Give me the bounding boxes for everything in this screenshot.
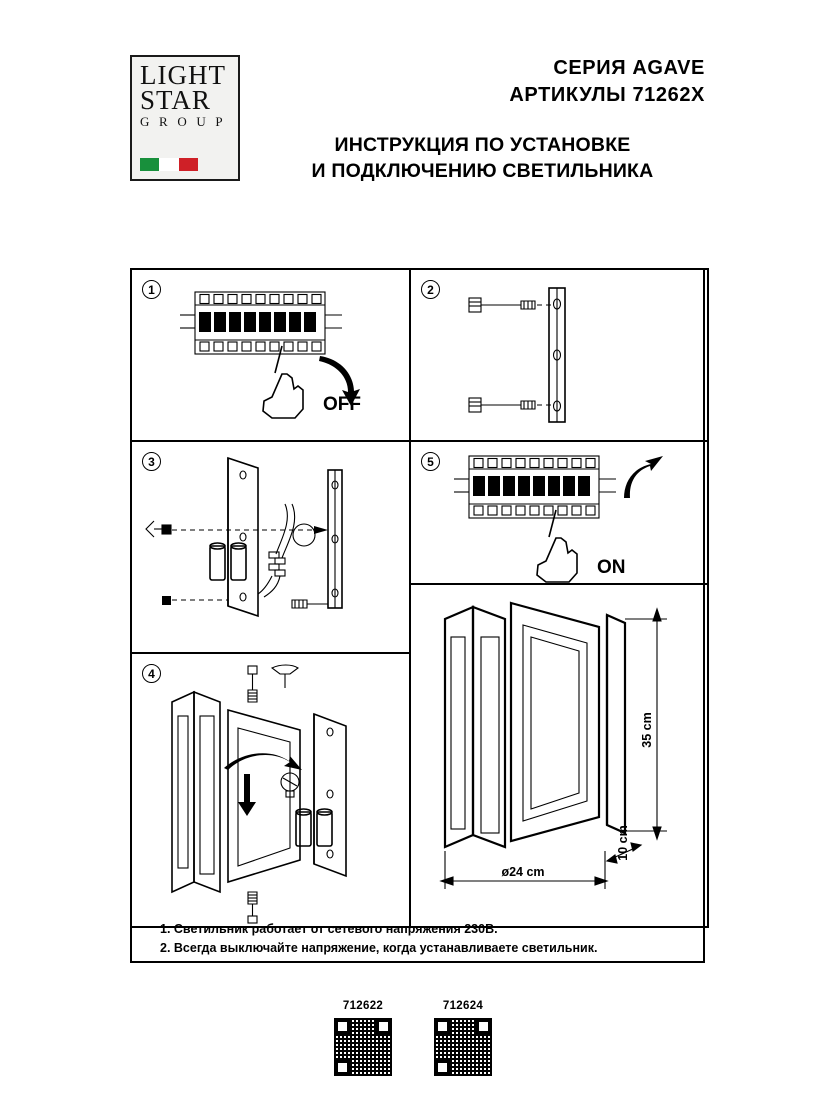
step-number-badge: 1 (142, 280, 161, 299)
qr-item (433, 1000, 493, 1076)
note-item: 2. Всегда выключайте напряжение, когда устанавливаете светильник. (160, 941, 598, 956)
step-1-label: OFF (323, 394, 361, 415)
depth-dim-label: 10 cm (616, 825, 630, 861)
qr-code-group (300, 1000, 526, 1076)
series-label: СЕРИЯ AGAVE (553, 57, 705, 79)
qr-label: 712622 (342, 1000, 384, 1012)
notes-block (130, 920, 705, 959)
logo-wordmark (140, 60, 238, 129)
step-number-badge: 2 (421, 280, 440, 299)
logo-line-2: STAR (140, 84, 211, 115)
italian-flag-icon (140, 158, 198, 171)
step-5-label: ON (597, 557, 626, 578)
qr-code-icon[interactable] (434, 1018, 492, 1076)
document-title-line-1: ИНСТРУКЦИЯ ПО УСТАНОВКЕ (334, 134, 631, 156)
step-number-badge: 5 (421, 452, 440, 471)
step-breaker-on (409, 440, 709, 585)
qr-code-icon[interactable] (334, 1018, 392, 1076)
step-1-illustration (132, 270, 409, 440)
qr-item (333, 1000, 393, 1076)
height-dim-label: 35 cm (640, 712, 654, 748)
logo-group-text: G R O U P (140, 113, 226, 129)
qr-label: 712624 (442, 1000, 484, 1012)
article-label: АРТИКУЛЫ 71262X (509, 84, 705, 106)
document-header (130, 55, 705, 205)
step-connect-wires (130, 440, 411, 654)
step-mount-bracket (409, 268, 709, 442)
document-title-line-2: И ПОДКЛЮЧЕНИЮ СВЕТИЛЬНИКА (311, 159, 654, 182)
step-4-illustration (132, 654, 409, 926)
step-number-badge: 3 (142, 452, 161, 471)
product-illustration (411, 585, 707, 926)
step-5-illustration (411, 442, 707, 583)
product-dimensions-figure (409, 583, 709, 928)
step-assemble-shade (130, 652, 411, 928)
step-breaker-off (130, 268, 411, 442)
step-3-illustration (132, 442, 409, 652)
step-number-badge: 4 (142, 664, 161, 683)
note-item: 1. Светильник работает от сетевого напряжения 230В. (160, 922, 498, 936)
width-dim-label: ø24 cm (501, 865, 545, 879)
brand-logo (130, 55, 240, 181)
instruction-grid (130, 268, 705, 963)
header-text-block (260, 55, 705, 185)
step-2-illustration (411, 270, 707, 440)
logo-line-1: LIGHT (140, 60, 226, 90)
